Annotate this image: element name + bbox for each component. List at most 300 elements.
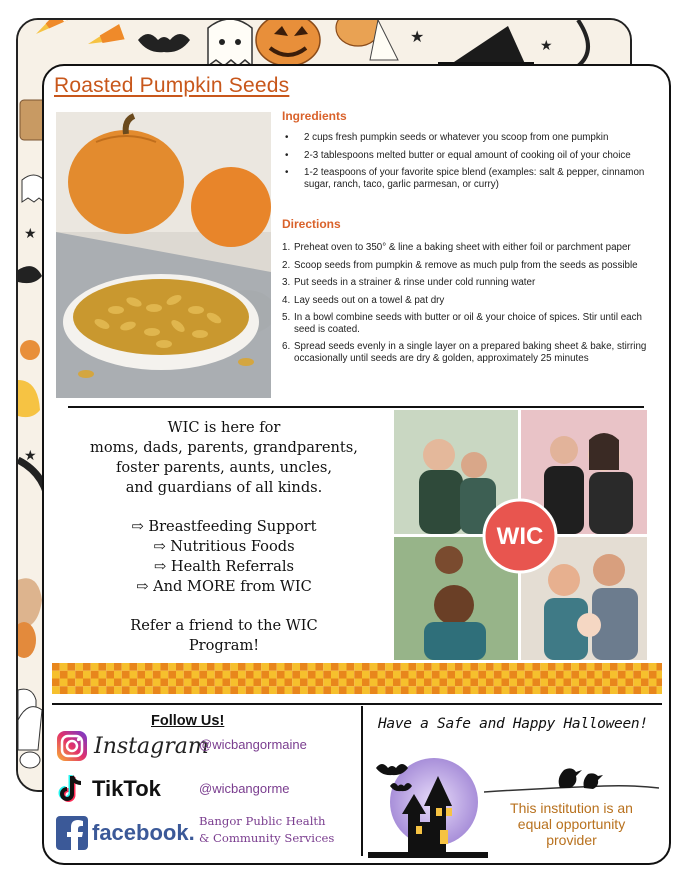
checker-square bbox=[176, 679, 184, 687]
tiktok-row[interactable] bbox=[56, 773, 161, 805]
checker-square bbox=[633, 663, 641, 671]
checker-square bbox=[60, 671, 68, 679]
checker-square bbox=[122, 679, 130, 687]
checker-square bbox=[416, 663, 424, 671]
checker-square bbox=[106, 679, 114, 687]
checker-square bbox=[533, 663, 541, 671]
checker-square bbox=[579, 671, 587, 679]
checker-square bbox=[587, 663, 595, 671]
checker-square bbox=[215, 686, 223, 694]
checker-square bbox=[471, 686, 479, 694]
checker-square bbox=[571, 686, 579, 694]
checker-square bbox=[455, 679, 463, 687]
direction-item: 3. Put seeds in a strainer & rinse under cold running water bbox=[282, 277, 536, 288]
checker-square bbox=[68, 671, 76, 679]
checker-square bbox=[130, 663, 138, 671]
wic-line: WIC is here for bbox=[167, 419, 281, 436]
checker-square bbox=[509, 671, 517, 679]
checker-square bbox=[331, 679, 339, 687]
checker-square bbox=[223, 686, 231, 694]
checker-square bbox=[292, 671, 300, 679]
checker-square bbox=[502, 663, 510, 671]
checker-square bbox=[339, 679, 347, 687]
checker-square bbox=[300, 679, 308, 687]
checker-square bbox=[207, 686, 215, 694]
checker-square bbox=[641, 679, 649, 687]
checker-square bbox=[153, 686, 161, 694]
checker-square bbox=[316, 679, 324, 687]
checker-square bbox=[602, 671, 610, 679]
checker-square bbox=[285, 679, 293, 687]
checker-square bbox=[610, 679, 618, 687]
footer-vertical-divider bbox=[361, 706, 363, 856]
checker-square bbox=[130, 686, 138, 694]
checker-square bbox=[378, 679, 386, 687]
checker-square bbox=[486, 679, 494, 687]
checker-square bbox=[618, 663, 626, 671]
checker-square bbox=[502, 686, 510, 694]
checker-square bbox=[424, 671, 432, 679]
checker-square bbox=[145, 663, 153, 671]
checker-square bbox=[254, 663, 262, 671]
checker-square bbox=[393, 671, 401, 679]
checker-square bbox=[618, 679, 626, 687]
checker-square bbox=[176, 663, 184, 671]
wic-logo-text: WIC bbox=[496, 523, 544, 550]
checker-square bbox=[486, 663, 494, 671]
instagram-handle[interactable]: @wicbangormaine bbox=[199, 737, 307, 752]
checker-square bbox=[540, 686, 548, 694]
equal-opportunity-statement: This institution is an equal opportunity provider bbox=[510, 800, 633, 848]
checker-square bbox=[246, 686, 254, 694]
checker-square bbox=[176, 671, 184, 679]
pumpkin-seeds-photo bbox=[56, 112, 271, 398]
checker-square bbox=[238, 679, 246, 687]
checker-square bbox=[184, 663, 192, 671]
checker-square bbox=[556, 671, 564, 679]
checker-square bbox=[587, 686, 595, 694]
instagram-wordmark: Instagram bbox=[94, 733, 209, 759]
checker-square bbox=[540, 671, 548, 679]
checker-square bbox=[261, 671, 269, 679]
checker-square bbox=[199, 663, 207, 671]
checker-square bbox=[114, 671, 122, 679]
checker-square bbox=[122, 663, 130, 671]
checker-square bbox=[75, 671, 83, 679]
checker-square bbox=[649, 679, 657, 687]
checker-square bbox=[401, 679, 409, 687]
checker-square bbox=[215, 671, 223, 679]
checker-square bbox=[502, 679, 510, 687]
ingredients-heading: Ingredients bbox=[282, 109, 347, 123]
checker-square bbox=[99, 686, 107, 694]
checker-square bbox=[571, 671, 579, 679]
checker-square bbox=[556, 686, 564, 694]
checker-square bbox=[91, 671, 99, 679]
checker-square bbox=[91, 679, 99, 687]
checker-square bbox=[176, 686, 184, 694]
checker-square bbox=[455, 663, 463, 671]
wic-line: and guardians of all kinds. bbox=[125, 479, 323, 496]
checker-square bbox=[199, 671, 207, 679]
checker-square bbox=[246, 679, 254, 687]
checker-square bbox=[595, 679, 603, 687]
checker-square bbox=[52, 679, 60, 687]
direction-item: 2. Scoop seeds from pumpkin & remove as much pulp from the seeds as possible bbox=[282, 259, 638, 271]
wic-line: foster parents, aunts, uncles, bbox=[115, 459, 332, 476]
checker-square bbox=[564, 679, 572, 687]
tiktok-wordmark: TikTok bbox=[92, 776, 161, 801]
checker-square bbox=[68, 679, 76, 687]
checker-square bbox=[285, 663, 293, 671]
checker-square bbox=[145, 671, 153, 679]
checker-square bbox=[215, 679, 223, 687]
checker-square bbox=[540, 663, 548, 671]
checker-square bbox=[292, 679, 300, 687]
checker-square bbox=[192, 686, 200, 694]
checker-square bbox=[246, 663, 254, 671]
checker-square bbox=[215, 663, 223, 671]
checker-square bbox=[432, 671, 440, 679]
checker-square bbox=[153, 663, 161, 671]
checker-square bbox=[409, 663, 417, 671]
checker-square bbox=[401, 663, 409, 671]
checker-square bbox=[649, 663, 657, 671]
checker-square bbox=[494, 663, 502, 671]
checker-square bbox=[261, 663, 269, 671]
checker-square bbox=[432, 686, 440, 694]
checker-square bbox=[385, 686, 393, 694]
checker-square bbox=[153, 671, 161, 679]
checker-square bbox=[192, 671, 200, 679]
checker-square bbox=[323, 679, 331, 687]
checker-square bbox=[261, 686, 269, 694]
checker-square bbox=[75, 686, 83, 694]
checker-square bbox=[52, 663, 60, 671]
checker-square bbox=[517, 671, 525, 679]
directions-heading: Directions bbox=[282, 217, 341, 231]
checker-square bbox=[385, 671, 393, 679]
crows-icon bbox=[484, 752, 659, 797]
checker-square bbox=[168, 679, 176, 687]
checker-square bbox=[230, 686, 238, 694]
direction-item: 5. In a bowl combine seeds with butter or oil & your choice of spices. Stir until each seed is coated. bbox=[282, 312, 642, 335]
checker-square bbox=[106, 671, 114, 679]
checker-square bbox=[354, 686, 362, 694]
tiktok-handle[interactable]: @wicbangorme bbox=[199, 781, 290, 796]
checker-square bbox=[60, 686, 68, 694]
svg-text:★: ★ bbox=[410, 29, 425, 46]
checker-square bbox=[478, 686, 486, 694]
checker-square bbox=[525, 663, 533, 671]
checker-square bbox=[362, 679, 370, 687]
checker-square bbox=[587, 679, 595, 687]
facebook-row[interactable] bbox=[56, 816, 195, 850]
checker-square bbox=[432, 663, 440, 671]
checker-square bbox=[657, 679, 663, 687]
checker-square bbox=[393, 679, 401, 687]
checker-square bbox=[300, 686, 308, 694]
checker-square bbox=[323, 686, 331, 694]
checker-square bbox=[130, 679, 138, 687]
checker-square bbox=[370, 671, 378, 679]
wic-line: moms, dads, parents, grandparents, bbox=[90, 439, 358, 456]
checker-square bbox=[610, 663, 618, 671]
checker-square bbox=[416, 671, 424, 679]
checker-square bbox=[602, 686, 610, 694]
checker-square bbox=[354, 671, 362, 679]
svg-text:★: ★ bbox=[540, 37, 553, 53]
checker-square bbox=[323, 663, 331, 671]
section-divider bbox=[68, 406, 644, 408]
checker-square bbox=[657, 686, 663, 694]
checker-square bbox=[633, 679, 641, 687]
checker-square bbox=[316, 663, 324, 671]
checker-square bbox=[184, 686, 192, 694]
checker-square bbox=[285, 686, 293, 694]
checker-square bbox=[114, 686, 122, 694]
checker-square bbox=[207, 663, 215, 671]
checker-square bbox=[626, 663, 634, 671]
checker-square bbox=[316, 671, 324, 679]
checker-square bbox=[579, 686, 587, 694]
facebook-page-name[interactable]: Bangor Public Health & Community Services bbox=[199, 814, 335, 845]
checker-square bbox=[378, 663, 386, 671]
checker-square bbox=[339, 671, 347, 679]
checker-square bbox=[440, 671, 448, 679]
checker-square bbox=[347, 679, 355, 687]
checker-square bbox=[137, 686, 145, 694]
checker-square bbox=[254, 679, 262, 687]
checker-square bbox=[494, 671, 502, 679]
checker-square bbox=[223, 671, 231, 679]
checker-square bbox=[595, 663, 603, 671]
checker-square bbox=[137, 679, 145, 687]
checker-square bbox=[509, 663, 517, 671]
checker-square bbox=[478, 671, 486, 679]
checker-square bbox=[168, 663, 176, 671]
checker-square bbox=[207, 671, 215, 679]
checker-square bbox=[633, 671, 641, 679]
checker-square bbox=[533, 671, 541, 679]
checker-square bbox=[633, 686, 641, 694]
direction-item: 1. Preheat oven to 350° & line a baking sheet with either foil or parchment paper bbox=[282, 242, 631, 253]
checker-square bbox=[579, 663, 587, 671]
checker-square bbox=[548, 686, 556, 694]
checker-square bbox=[548, 679, 556, 687]
checker-square bbox=[463, 679, 471, 687]
checker-square bbox=[424, 663, 432, 671]
checker-square bbox=[60, 679, 68, 687]
checker-square bbox=[83, 663, 91, 671]
checker-square bbox=[610, 671, 618, 679]
checker-square bbox=[52, 671, 60, 679]
checker-square bbox=[362, 686, 370, 694]
checker-square bbox=[618, 686, 626, 694]
checker-square bbox=[114, 663, 122, 671]
ingredient-item: • 2-3 tablespoons melted butter or equal amount of cooking oil of your choice bbox=[282, 150, 662, 162]
checker-square bbox=[416, 686, 424, 694]
checker-square bbox=[564, 663, 572, 671]
checker-square bbox=[447, 663, 455, 671]
checker-square bbox=[168, 671, 176, 679]
checker-square bbox=[641, 671, 649, 679]
checker-square bbox=[455, 671, 463, 679]
checker-square bbox=[626, 679, 634, 687]
checker-square bbox=[509, 686, 517, 694]
recipe-title: Roasted Pumpkin Seeds bbox=[54, 74, 290, 97]
checker-square bbox=[68, 686, 76, 694]
service-item: ⇨ Nutritious Foods bbox=[153, 538, 295, 555]
instagram-row[interactable] bbox=[56, 730, 209, 762]
checker-square bbox=[478, 663, 486, 671]
checker-square bbox=[99, 663, 107, 671]
checker-square bbox=[347, 686, 355, 694]
facebook-icon bbox=[56, 816, 88, 850]
checker-square bbox=[230, 679, 238, 687]
checker-square bbox=[401, 671, 409, 679]
checker-square bbox=[106, 663, 114, 671]
checker-square bbox=[184, 679, 192, 687]
checker-square bbox=[122, 686, 130, 694]
checker-square bbox=[610, 686, 618, 694]
checker-square bbox=[230, 671, 238, 679]
checker-square bbox=[393, 663, 401, 671]
checker-square bbox=[300, 663, 308, 671]
checker-square bbox=[75, 679, 83, 687]
checker-square bbox=[378, 686, 386, 694]
checker-square bbox=[261, 679, 269, 687]
checker-square bbox=[370, 679, 378, 687]
checker-square bbox=[354, 663, 362, 671]
checker-square bbox=[641, 686, 649, 694]
checker-square bbox=[362, 671, 370, 679]
checker-square bbox=[447, 671, 455, 679]
checker-square bbox=[91, 686, 99, 694]
checker-square bbox=[440, 686, 448, 694]
checker-square bbox=[285, 671, 293, 679]
checker-square bbox=[463, 686, 471, 694]
checker-square bbox=[564, 671, 572, 679]
checker-square bbox=[308, 671, 316, 679]
checker-square bbox=[579, 679, 587, 687]
checker-square bbox=[618, 671, 626, 679]
checker-square bbox=[385, 679, 393, 687]
follow-us-heading: Follow Us! bbox=[151, 713, 225, 729]
checker-square bbox=[308, 686, 316, 694]
checker-square bbox=[207, 679, 215, 687]
ghost-icon bbox=[208, 20, 252, 66]
facebook-wordmark: facebook. bbox=[92, 820, 195, 845]
checker-square bbox=[378, 671, 386, 679]
checker-square bbox=[494, 686, 502, 694]
service-item: ⇨ Breastfeeding Support bbox=[131, 518, 317, 535]
checker-square bbox=[409, 671, 417, 679]
checker-square bbox=[238, 671, 246, 679]
checker-square bbox=[540, 679, 548, 687]
checker-square bbox=[401, 686, 409, 694]
checker-square bbox=[52, 686, 60, 694]
checker-square bbox=[641, 663, 649, 671]
checker-square bbox=[370, 686, 378, 694]
checker-square bbox=[471, 671, 479, 679]
checker-square bbox=[277, 686, 285, 694]
checker-square bbox=[269, 663, 277, 671]
checker-square bbox=[161, 686, 169, 694]
checker-square bbox=[463, 671, 471, 679]
checker-square bbox=[602, 663, 610, 671]
checker-square bbox=[525, 679, 533, 687]
checker-square bbox=[509, 679, 517, 687]
checker-square bbox=[300, 671, 308, 679]
checker-square bbox=[347, 671, 355, 679]
checker-square bbox=[517, 686, 525, 694]
checker-square bbox=[556, 663, 564, 671]
checker-square bbox=[161, 663, 169, 671]
checker-square bbox=[145, 679, 153, 687]
checker-square bbox=[440, 663, 448, 671]
checker-square bbox=[564, 686, 572, 694]
checker-square bbox=[83, 671, 91, 679]
checker-square bbox=[440, 679, 448, 687]
checker-square bbox=[471, 663, 479, 671]
checker-square bbox=[122, 671, 130, 679]
haunted-house-icon bbox=[368, 746, 488, 858]
checker-square bbox=[517, 663, 525, 671]
checker-square bbox=[354, 679, 362, 687]
checker-square bbox=[192, 679, 200, 687]
tiktok-icon bbox=[56, 773, 86, 805]
checker-square bbox=[238, 663, 246, 671]
halloween-greeting: Have a Safe and Happy Halloween! bbox=[378, 716, 648, 732]
checker-square bbox=[137, 671, 145, 679]
checker-square bbox=[331, 686, 339, 694]
checker-square bbox=[83, 686, 91, 694]
checker-square bbox=[486, 671, 494, 679]
checker-square bbox=[471, 679, 479, 687]
checker-square bbox=[269, 671, 277, 679]
checker-square bbox=[331, 671, 339, 679]
checker-square bbox=[370, 663, 378, 671]
checker-square bbox=[447, 686, 455, 694]
checker-square bbox=[277, 671, 285, 679]
footer-divider bbox=[52, 703, 662, 705]
checker-square bbox=[137, 663, 145, 671]
checker-square bbox=[385, 663, 393, 671]
ingredient-item: • 2 cups fresh pumpkin seeds or whatever you scoop from one pumpkin bbox=[282, 132, 662, 144]
checker-square bbox=[83, 679, 91, 687]
service-item: ⇨ And MORE from WIC bbox=[136, 578, 312, 595]
checker-square bbox=[525, 686, 533, 694]
checker-square bbox=[556, 679, 564, 687]
instagram-icon bbox=[56, 730, 88, 762]
checker-square bbox=[393, 686, 401, 694]
svg-text:★: ★ bbox=[24, 225, 37, 241]
checker-square bbox=[99, 671, 107, 679]
checker-square bbox=[323, 671, 331, 679]
checker-square bbox=[463, 663, 471, 671]
checker-square bbox=[153, 679, 161, 687]
checker-square bbox=[145, 686, 153, 694]
checker-square bbox=[223, 663, 231, 671]
checker-square bbox=[347, 663, 355, 671]
checker-square bbox=[571, 679, 579, 687]
jack-o-lantern-icon bbox=[256, 20, 320, 66]
checker-square bbox=[517, 679, 525, 687]
checker-square bbox=[571, 663, 579, 671]
checker-square bbox=[114, 679, 122, 687]
family-photo-collage bbox=[394, 410, 647, 660]
